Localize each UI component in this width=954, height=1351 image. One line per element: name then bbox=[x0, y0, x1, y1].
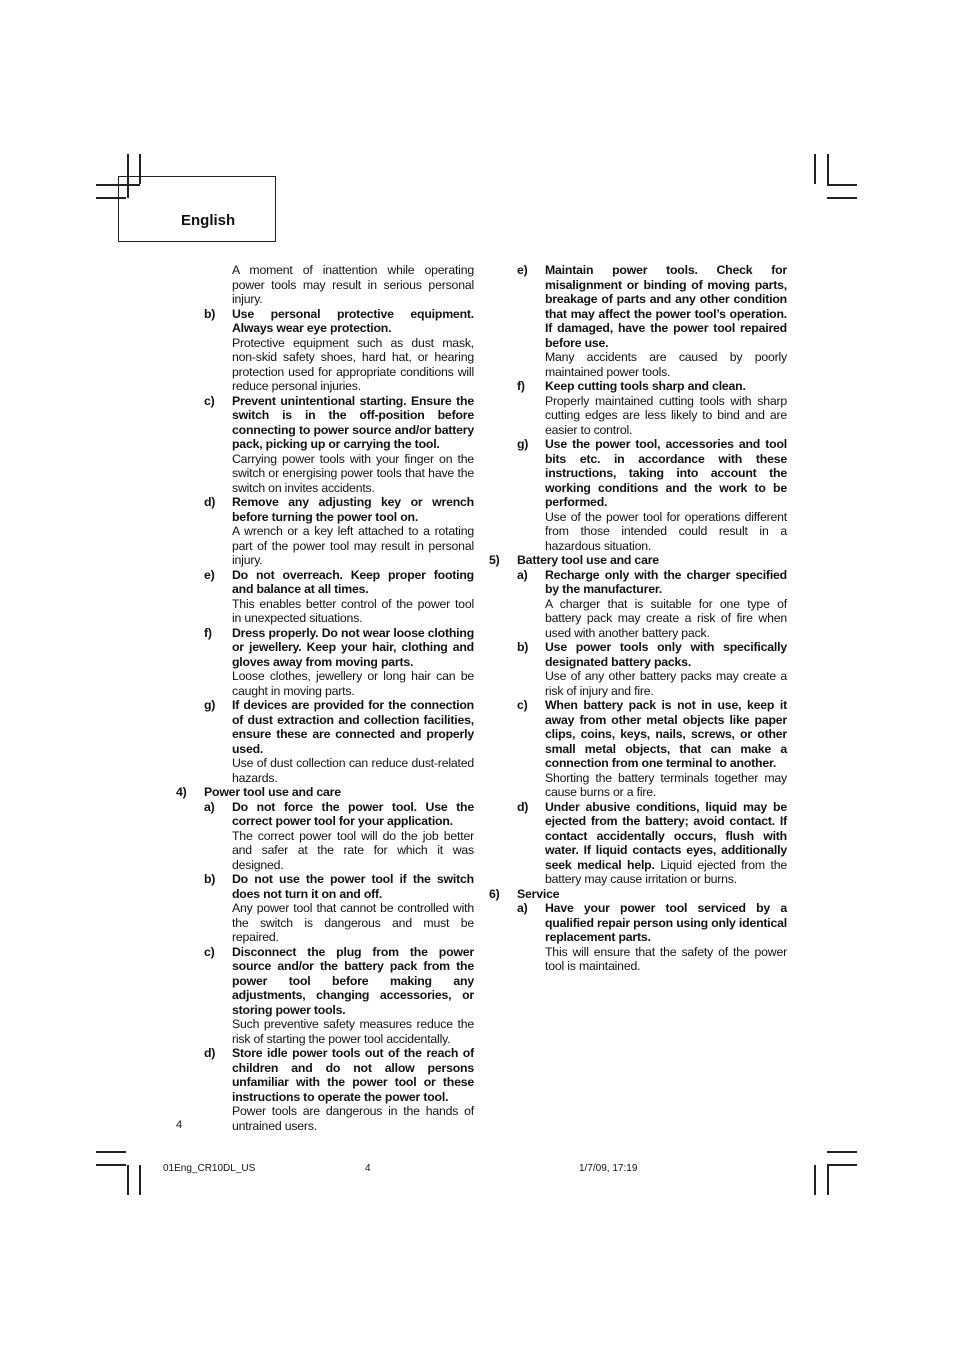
item-text: A charger that is suitable for one type of battery pack may create a risk of fire when used with another battery pack. bbox=[545, 596, 787, 640]
item-text: Many accidents are caused by poorly maintained power tools. bbox=[545, 350, 787, 379]
list-item bbox=[176, 698, 474, 785]
section-heading bbox=[489, 553, 787, 568]
item-label: c) bbox=[204, 944, 215, 959]
language-label: English bbox=[181, 212, 236, 229]
item-heading: If devices are provided for the connection of dust extraction and collection facilities, ensure these are connected and properly used. bbox=[232, 698, 474, 756]
footer-timestamp: 1/7/09, 17:19 bbox=[579, 1163, 638, 1174]
item-heading: Do not use the power tool if the switch does not turn it on and off. bbox=[232, 872, 474, 901]
item-label: b) bbox=[204, 306, 216, 321]
item-label: d) bbox=[204, 1046, 216, 1060]
item-text: Loose clothes, jewellery or long hair can be caught in moving parts. bbox=[232, 669, 474, 698]
item-text: Any power tool that cannot be controlled with the switch is dangerous and must be repaired. bbox=[232, 901, 474, 944]
page-number: 4 bbox=[176, 1119, 183, 1131]
item-label: f) bbox=[517, 379, 525, 393]
list-item bbox=[176, 394, 474, 496]
item-label: a) bbox=[204, 799, 215, 814]
item-label: g) bbox=[204, 698, 216, 712]
item-text: This will ensure that the safety of the power tool is maintained. bbox=[545, 944, 787, 973]
list-item bbox=[489, 568, 787, 641]
list-item bbox=[489, 800, 787, 887]
item-label: d) bbox=[517, 799, 529, 814]
item-text: A wrench or a key left attached to a rotating part of the power tool may result in personal injury. bbox=[232, 524, 474, 567]
item-heading: Store idle power tools out of the reach of children and do not allow persons unfamiliar with the power tool or these instructions to operate the power tool. bbox=[232, 1046, 474, 1104]
list-item bbox=[489, 379, 787, 437]
section-number: 4) bbox=[176, 785, 187, 799]
section-title: Battery tool use and care bbox=[517, 553, 659, 567]
item-heading: Recharge only with the charger specified by the manufacturer. bbox=[545, 567, 787, 596]
section-heading bbox=[489, 887, 787, 902]
item-heading: Do not overreach. Keep proper footing and balance at all times. bbox=[232, 567, 474, 596]
item-heading: Maintain power tools. Check for misalignment or binding of moving parts, breakage of parts and any other condition that may affect the power tool’s operation. If damaged, have the power tool repaired before use. bbox=[545, 263, 787, 350]
item-label: f) bbox=[204, 625, 212, 640]
section-title: Service bbox=[517, 886, 560, 901]
item-text: The correct power tool will do the job better and safer at the rate for which it was designed. bbox=[232, 828, 474, 872]
item-text: Carrying power tools with your finger on the switch or energising power tools that have the switch on invites accidents. bbox=[232, 451, 474, 495]
list-item bbox=[176, 307, 474, 394]
item-heading: Keep cutting tools sharp and clean. bbox=[545, 379, 746, 393]
list-item bbox=[176, 872, 474, 945]
item-text: Liquid ejected from the battery may cause irritation or burns. bbox=[545, 857, 787, 886]
item-label: e) bbox=[517, 263, 528, 277]
list-item bbox=[176, 626, 474, 699]
item-text: Protective equipment such as dust mask, non-skid safety shoes, hard hat, or hearing protection used for appropriate conditions will reduce personal injuries. bbox=[232, 335, 474, 393]
list-item bbox=[176, 495, 474, 568]
section-number: 5) bbox=[489, 553, 500, 567]
item-heading: Have your power tool serviced by a qualified repair person using only identical replacement parts. bbox=[545, 901, 787, 944]
item-label: g) bbox=[517, 437, 529, 451]
section-heading bbox=[176, 785, 474, 800]
list-item bbox=[176, 1046, 474, 1133]
item-label: c) bbox=[204, 393, 215, 408]
item-text: This enables better control of the power tool in unexpected situations. bbox=[232, 596, 474, 625]
item-label: a) bbox=[517, 901, 528, 915]
list-item bbox=[489, 263, 787, 379]
list-item bbox=[489, 437, 787, 553]
item-label: e) bbox=[204, 567, 215, 582]
continued-paragraph bbox=[176, 263, 474, 307]
item-label: c) bbox=[517, 698, 528, 712]
item-text: Use of any other battery packs may create a risk of injury and fire. bbox=[545, 669, 787, 698]
item-text: Properly maintained cutting tools with sharp cutting edges are less likely to bind and are easier to control. bbox=[545, 393, 787, 437]
language-tab bbox=[118, 176, 276, 242]
item-label: a) bbox=[517, 567, 528, 582]
item-heading: Remove any adjusting key or wrench before turning the power tool on. bbox=[232, 495, 474, 524]
item-text: Use of the power tool for operations different from those intended could result in a hazardous situation. bbox=[545, 509, 787, 553]
item-heading: Do not force the power tool. Use the correct power tool for your application. bbox=[232, 799, 474, 828]
item-text: Such preventive safety measures reduce the risk of starting the power tool accidentally. bbox=[232, 1017, 474, 1046]
list-item bbox=[176, 568, 474, 626]
item-heading: Use personal protective equipment. Always wear eye protection. bbox=[232, 306, 474, 335]
right-column bbox=[489, 263, 787, 974]
item-heading: Use power tools only with specifically designated battery packs. bbox=[545, 640, 787, 669]
list-item bbox=[489, 640, 787, 698]
footer-page: 4 bbox=[365, 1163, 371, 1174]
item-text: Shorting the battery terminals together may cause burns or a fire. bbox=[545, 770, 787, 799]
item-label: d) bbox=[204, 495, 216, 509]
item-text: Use of dust collection can reduce dust-related hazards. bbox=[232, 756, 474, 785]
item-text: Power tools are dangerous in the hands of untrained users. bbox=[232, 1104, 474, 1133]
list-item bbox=[176, 945, 474, 1047]
item-heading: Under abusive conditions, liquid may be ejected from the battery; avoid contact. If contact accidentally occurs, flush with water. If liquid contacts eyes, additionally seek medical help. bbox=[545, 799, 787, 872]
list-item bbox=[176, 800, 474, 873]
item-label: b) bbox=[204, 872, 216, 886]
section-title: Power tool use and care bbox=[204, 785, 341, 799]
item-heading: Use the power tool, accessories and tool bits etc. in accordance with these instructions, taking into account the working conditions and the work to be performed. bbox=[545, 437, 787, 509]
item-paragraph bbox=[545, 800, 787, 887]
item-heading: Disconnect the plug from the power source and/or the battery pack from the power tool before making any adjustments, changing accessories, or storing power tools. bbox=[232, 944, 474, 1017]
item-label: b) bbox=[517, 640, 529, 654]
item-heading: When battery pack is not in use, keep it away from other metal objects like paper clips, coins, keys, nails, screws, or other small metal objects, that can make a connection from one terminal to another. bbox=[545, 698, 787, 770]
section-number: 6) bbox=[489, 886, 500, 901]
paragraph-text: A moment of inattention while operating power tools may result in serious personal injury. bbox=[232, 263, 474, 306]
list-item bbox=[489, 698, 787, 800]
left-column bbox=[176, 263, 474, 1133]
list-item bbox=[489, 901, 787, 974]
item-heading: Prevent unintentional starting. Ensure the switch is in the off-position before connecting to power source and/or battery pack, picking up or carrying the tool. bbox=[232, 393, 474, 451]
footer-file: 01Eng_CR10DL_US bbox=[163, 1163, 256, 1174]
item-heading: Dress properly. Do not wear loose clothing or jewellery. Keep your hair, clothing and gloves away from moving parts. bbox=[232, 625, 474, 669]
